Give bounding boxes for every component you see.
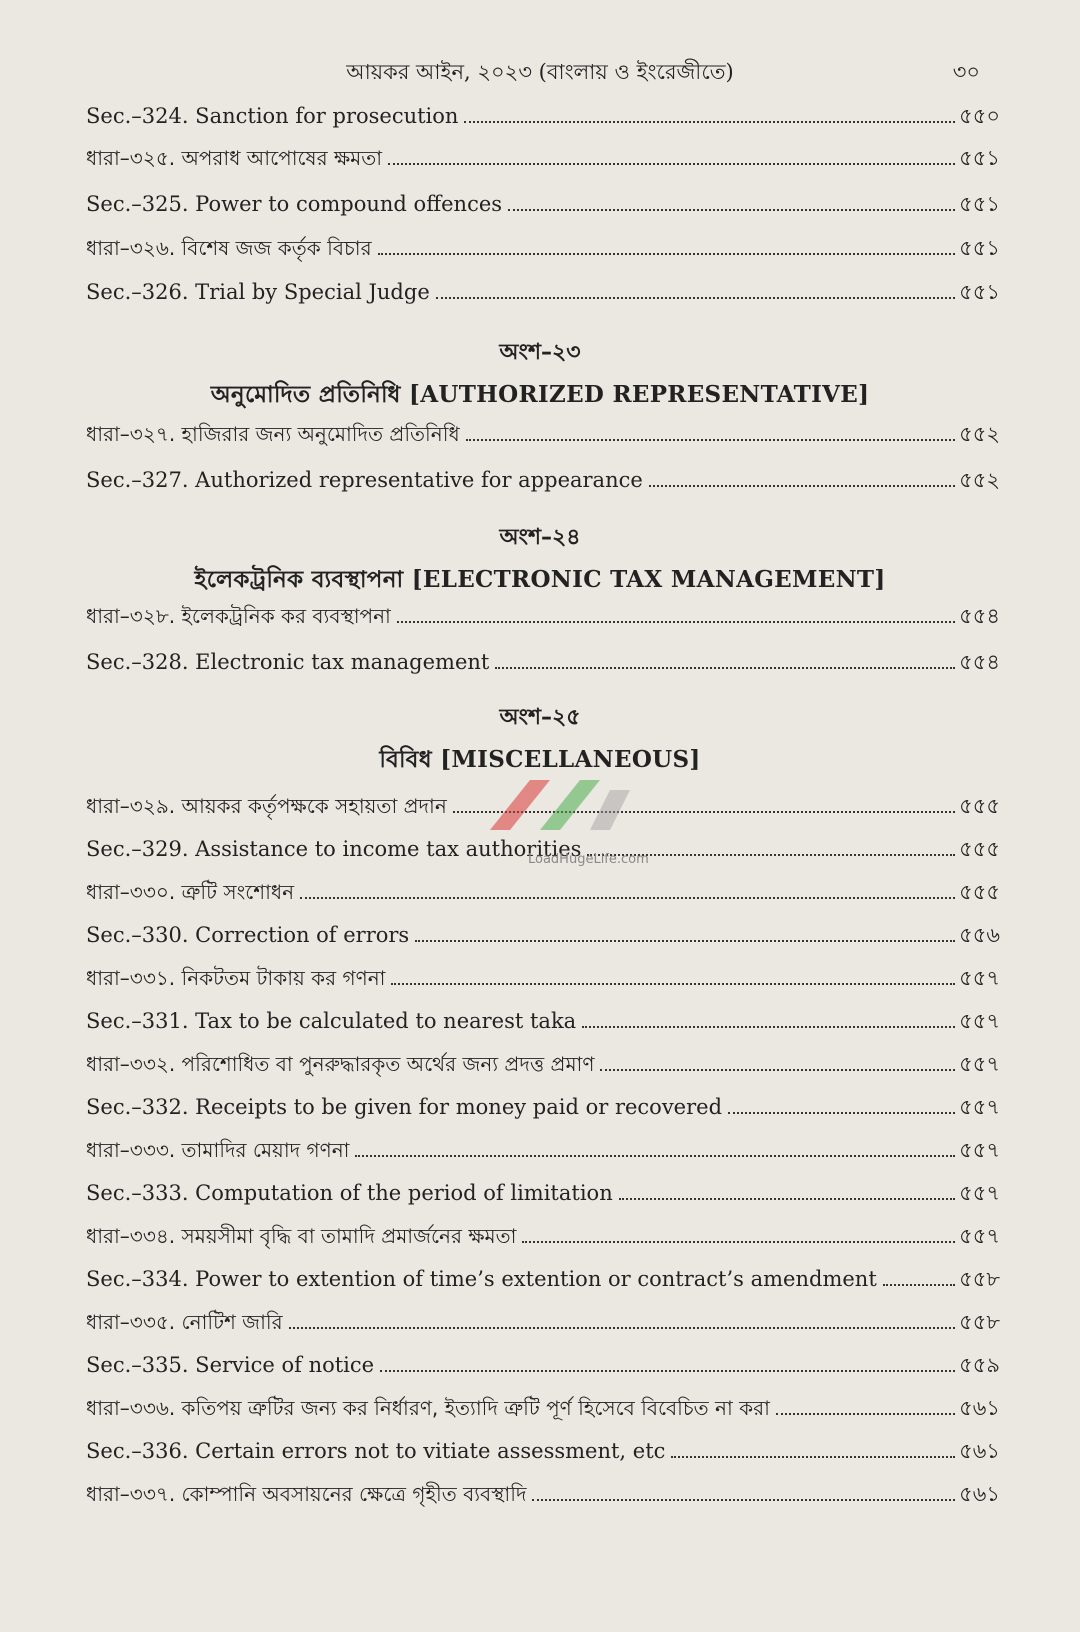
- part-number: অংশ–২৫: [499, 705, 581, 730]
- toc-entry-page: ৫৫০: [959, 104, 1000, 128]
- toc-entry-label: ধারা–৩২৬. বিশেষ জজ কর্তৃক বিচার: [86, 236, 372, 260]
- toc-row: [86, 1345, 1000, 1379]
- toc-entry-label: ধারা–৩৩৪. সময়সীমা বৃদ্ধি বা তামাদি প্রমার্জনের ক্ষমতা: [86, 1224, 517, 1248]
- toc-row: [86, 915, 1000, 949]
- watermark-logo: [480, 770, 640, 840]
- part-heading: [0, 335, 1080, 415]
- part-number: অংশ–২৩: [499, 340, 581, 365]
- toc-entry-page: ৫৫৭: [959, 1052, 1000, 1076]
- dot-leader: [532, 1498, 955, 1501]
- toc-entry-label: ধারা–৩৩৬. কতিপয় ত্রুটির জন্য কর নির্ধারণ, ইত্যাদি ত্রুটি পূর্ণ হিসেবে বিবেচিত না করা: [86, 1396, 770, 1420]
- dot-leader: [619, 1197, 955, 1200]
- toc-entry-page: ৫৬১: [959, 1439, 1000, 1463]
- toc-entry-label: Sec.–324. Sanction for prosecution: [86, 104, 459, 128]
- toc-entry-page: ৫৫১: [959, 236, 1000, 260]
- dot-leader: [508, 208, 955, 211]
- toc-entry-label: Sec.–334. Power to extention of time’s extention or contract’s amendment: [86, 1267, 877, 1291]
- toc-entry-page: ৫৫৭: [959, 1095, 1000, 1119]
- dot-leader: [391, 982, 955, 985]
- toc-row: [86, 1173, 1000, 1207]
- dot-leader: [495, 666, 955, 669]
- toc-row: [86, 272, 1000, 306]
- toc-entry-label: ধারা–৩২৫. অপরাধ আপোষের ক্ষমতা: [86, 146, 383, 170]
- toc-entry-page: ৫৫২: [959, 422, 1000, 446]
- toc-row: [86, 138, 1000, 172]
- dot-leader: [522, 1240, 955, 1243]
- toc-row: [86, 1431, 1000, 1465]
- toc-entry-page: ৫৫৫: [959, 837, 1000, 861]
- dot-leader: [380, 1369, 955, 1372]
- toc-entry-page: ৫৬১: [959, 1482, 1000, 1506]
- dot-leader: [436, 296, 955, 299]
- toc-row: [86, 1087, 1000, 1121]
- page-number: ৩০: [952, 60, 980, 84]
- toc-entry-page: ৫৫৫: [959, 880, 1000, 904]
- toc-entry-page: ৫৫৮: [959, 1267, 1000, 1291]
- toc-entry-page: ৫৫৬: [959, 923, 1000, 947]
- dot-leader: [355, 1154, 955, 1157]
- dot-leader: [388, 162, 955, 165]
- toc-entry-page: ৫৫১: [959, 146, 1000, 170]
- toc-row: [86, 596, 1000, 630]
- toc-entry-page: ৫৫১: [959, 192, 1000, 216]
- toc-entry-label: Sec.–328. Electronic tax management: [86, 650, 490, 674]
- toc-entry-page: ৫৫১: [959, 280, 1000, 304]
- watermark-text: LoadHugeLife.com: [528, 852, 649, 867]
- toc-entry-label: ধারা–৩৩৭. কোম্পানি অবসায়নের ক্ষেত্রে গৃহীত ব্যবস্থাদি: [86, 1482, 527, 1506]
- toc-row: [86, 1474, 1000, 1508]
- toc-entry-page: ৫৫৫: [959, 794, 1000, 818]
- dot-leader: [728, 1111, 955, 1114]
- toc-entry-label: ধারা–৩৩৫. নোটিশ জারি: [86, 1310, 283, 1334]
- dot-leader: [397, 620, 955, 623]
- dot-leader: [671, 1455, 955, 1458]
- part-number: অংশ–২৪: [499, 525, 581, 550]
- part-title: অনুমোদিত প্রতিনিধি [AUTHORIZED REPRESENTATIVE]: [210, 381, 870, 408]
- toc-row: [86, 1388, 1000, 1422]
- toc-row: [86, 1302, 1000, 1336]
- toc-entry-page: ৫৬১: [959, 1396, 1000, 1420]
- toc-entry-label: Sec.–326. Trial by Special Judge: [86, 280, 430, 304]
- page-header: [0, 52, 1080, 92]
- toc-entry-page: ৫৫৮: [959, 1310, 1000, 1334]
- toc-row: [86, 96, 1000, 130]
- toc-entry-page: ৫৫৭: [959, 1224, 1000, 1248]
- toc-entry-label: Sec.–330. Correction of errors: [86, 923, 410, 947]
- dot-leader: [776, 1412, 955, 1415]
- dot-leader: [300, 896, 955, 899]
- dot-leader: [649, 484, 955, 487]
- toc-entry-label: Sec.–325. Power to compound offences: [86, 192, 503, 216]
- part-title: ইলেকট্রনিক ব্যবস্থাপনা [ELECTRONIC TAX MANAGEMENT]: [194, 566, 886, 593]
- toc-entry-label: ধারা–৩৩২. পরিশোধিত বা পুনরুদ্ধারকৃত অর্থের জন্য প্রদত্ত প্রমাণ: [86, 1052, 595, 1076]
- toc-entry-page: ৫৫৪: [959, 604, 1000, 628]
- toc-entry-label: Sec.–335. Service of notice: [86, 1353, 375, 1377]
- toc-entry-page: ৫৫২: [959, 468, 1000, 492]
- dot-leader: [289, 1326, 956, 1329]
- toc-entry-label: ধারা–৩৩৩. তামাদির মেয়াদ গণনা: [86, 1138, 350, 1162]
- toc-row: [86, 642, 1000, 676]
- toc-entry-page: ৫৫৭: [959, 1181, 1000, 1205]
- toc-entry-page: ৫৫৭: [959, 1138, 1000, 1162]
- toc-entry-label: Sec.–331. Tax to be calculated to nearest taka: [86, 1009, 577, 1033]
- toc-entry-label: Sec.–329. Assistance to income tax authorities: [86, 837, 582, 861]
- part-title: বিবিধ [MISCELLANEOUS]: [379, 746, 701, 773]
- toc-row: [86, 460, 1000, 494]
- toc-row: [86, 1001, 1000, 1035]
- dot-leader: [883, 1283, 955, 1286]
- toc-entry-label: ধারা–৩৩১. নিকটতম টাকায় কর গণনা: [86, 966, 386, 990]
- toc-entry-page: ৫৫৯: [959, 1353, 1000, 1377]
- toc-row: [86, 872, 1000, 906]
- toc-row: [86, 1044, 1000, 1078]
- toc-entry-label: Sec.–332. Receipts to be given for money paid or recovered: [86, 1095, 723, 1119]
- dot-leader: [582, 1025, 955, 1028]
- part-heading: [0, 700, 1080, 780]
- toc-row: [86, 228, 1000, 262]
- part-heading: [0, 520, 1080, 600]
- toc-entry-label: Sec.–333. Computation of the period of limitation: [86, 1181, 613, 1205]
- toc-entry-page: ৫৫৭: [959, 1009, 1000, 1033]
- dot-leader: [466, 438, 955, 441]
- toc-row: [86, 958, 1000, 992]
- dot-leader: [464, 120, 955, 123]
- toc-row: [86, 414, 1000, 448]
- dot-leader: [415, 939, 955, 942]
- dot-leader: [378, 252, 956, 255]
- toc-row: [86, 1259, 1000, 1293]
- dot-leader: [600, 1068, 955, 1071]
- toc-entry-label: ধারা–৩৩০. ত্রুটি সংশোধন: [86, 880, 295, 904]
- toc-entry-label: ধারা–৩২৮. ইলেকট্রনিক কর ব্যবস্থাপনা: [86, 604, 391, 628]
- toc-entry-label: Sec.–327. Authorized representative for appearance: [86, 468, 643, 492]
- toc-row: [86, 1130, 1000, 1164]
- toc-entry-label: Sec.–336. Certain errors not to vitiate assessment, etc: [86, 1439, 666, 1463]
- toc-entry-page: ৫৫৭: [959, 966, 1000, 990]
- toc-entry-label: ধারা–৩২৯. আয়কর কর্তৃপক্ষকে সহায়তা প্রদান: [86, 794, 447, 818]
- toc-entry-page: ৫৫৪: [959, 650, 1000, 674]
- toc-entry-label: ধারা–৩২৭. হাজিরার জন্য অনুমোদিত প্রতিনিধি: [86, 422, 460, 446]
- toc-row: [86, 184, 1000, 218]
- running-title: আয়কর আইন, ২০২৩ (বাংলায় ও ইংরেজীতে): [346, 60, 734, 84]
- toc-row: [86, 1216, 1000, 1250]
